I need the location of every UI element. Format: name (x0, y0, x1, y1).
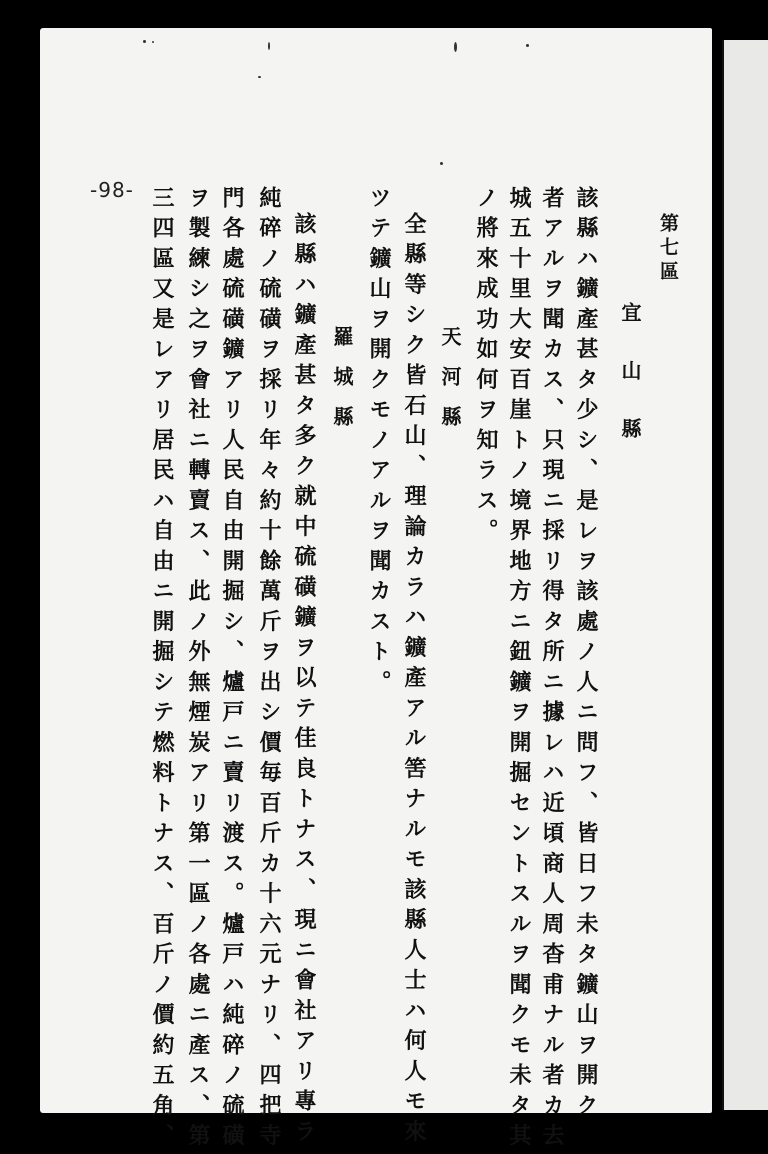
text-column: ツテ鑛山ヲ開クモノアルヲ聞カスト。 (366, 186, 392, 701)
section-label: 第七區 (657, 213, 679, 285)
scan-speck (143, 40, 146, 43)
text-column: 者アルヲ聞カス、只現ニ採リ得タ所ニ據レハ近頃商人周杳甫ナル者カ去 (539, 186, 565, 1154)
text-column: ノ將來成功如何ヲ知ラス。 (473, 186, 499, 549)
text-column: 三四區又是レアリ居民ハ自由ニ開掘シテ燃料トナス、百斤ノ價約五角、 (149, 186, 175, 1154)
adjacent-page-edge (722, 40, 768, 1110)
page-number: -98- (90, 178, 134, 202)
scan-speck (152, 41, 154, 43)
text-column: 全縣等シク皆石山、理論カラハ鑛產アル筈ナルモ該縣人士ハ何人モ來 (401, 212, 427, 1150)
text-column: 門各處硫磺鑛アリ人民自由開掘シ、爐戸ニ賣リ渡ス。爐戸ハ純碎ノ硫磺 (219, 186, 245, 1154)
scan-speck (258, 76, 261, 78)
text-column: 城五十里大安百崖トノ境界地方ニ鈕鑛ヲ開掘セントスルヲ聞クモ未タ其 (506, 186, 532, 1154)
county-heading-yishan: 宜山縣 (618, 302, 642, 476)
text-column: 純碎ノ硫磺ヲ採リ年々約十餘萬斤ヲ出シ價毎百斤カ十六元ナリ、四把寺 (256, 186, 282, 1154)
scan-speck (440, 162, 443, 165)
county-heading-tianhe: 天河縣 (438, 326, 462, 446)
text-column: 該縣ハ鑛產甚タ多ク就中硫磺鑛ヲ以テ佳良トナス、現ニ會社アリ專ラ (291, 212, 317, 1150)
text-column: ヲ製練シ之ヲ會社ニ轉賣ス、此ノ外無煙炭アリ第一區ノ各處ニ產ス、第 (185, 186, 211, 1154)
scan-speck (268, 42, 270, 50)
county-heading-luocheng: 羅城縣 (330, 326, 354, 446)
text-column: 該縣ハ鑛產甚タ少シ、是レヲ該處ノ人ニ問フ、皆日フ未タ鑛山ヲ開ク (573, 186, 599, 1124)
scan-speck (526, 44, 529, 47)
scan-speck (454, 42, 457, 52)
